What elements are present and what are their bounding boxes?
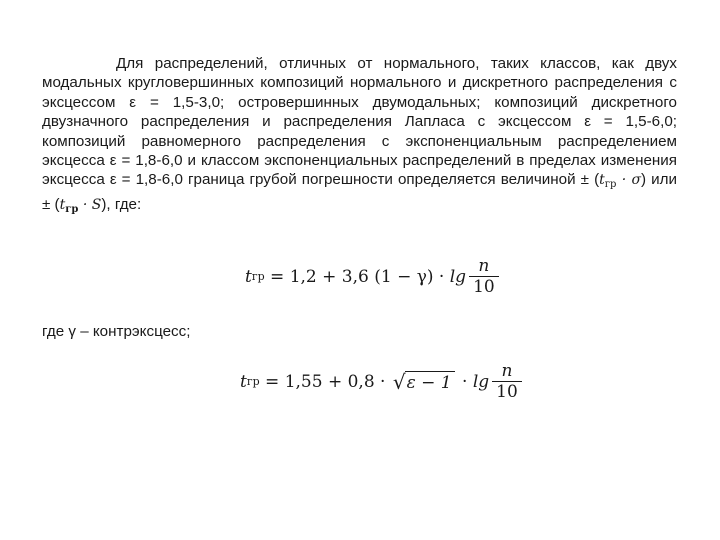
paragraph-text: Для распределений, отличных от нормального, таких классов, как двух модальных кругловершинных композиций нормального и дискретного распределения с эксцессом ε = 1,5-3,0; островершинных двумодальных; композиций дискретного двузначного распределения и распределения Лапласа с эксцессом ε = 1,5-6,0; композиций равномерного распределения с экспоненциальным распределением эксцесса ε = 1,8-6,0 и классом экспоненциальных распределений в пределах изменения эксцесса ε = 1,8-6,0 граница грубой погрешности определяется величиной ± ( bbox=[42, 55, 677, 189]
fraction bbox=[469, 257, 499, 296]
radicand: ε − 1 bbox=[405, 371, 455, 393]
fraction-numerator: n bbox=[478, 256, 490, 276]
fraction bbox=[492, 362, 522, 401]
t-gr-symbol-2 bbox=[60, 197, 102, 213]
fraction-denominator: 10 bbox=[469, 276, 499, 296]
formula-t-gr-2 bbox=[240, 362, 522, 401]
fraction-numerator: n bbox=[501, 361, 513, 381]
formula-rhs: = 1,2 + 3,6 (1 − γ) · bbox=[264, 266, 450, 287]
t-letter: t bbox=[59, 196, 66, 213]
t-subscript: гр bbox=[604, 179, 617, 191]
square-root bbox=[393, 371, 455, 393]
formula-lg: lg bbox=[472, 371, 490, 392]
fraction-denominator: 10 bbox=[492, 381, 522, 401]
formula-lg: lg bbox=[449, 266, 467, 287]
formula-multiply: · bbox=[456, 371, 473, 392]
formula-lhs-subscript: гр bbox=[246, 375, 260, 388]
formula-lhs: t bbox=[240, 371, 247, 392]
contra-excess-note: где γ – контрэксцесс; bbox=[42, 323, 191, 340]
paragraph-middle: ) или ± ( bbox=[42, 171, 677, 213]
t-letter: t bbox=[599, 172, 605, 189]
radical-sign-icon: √ bbox=[392, 369, 406, 394]
formula-rhs: = 1,55 + 0,8 · bbox=[259, 371, 391, 392]
t-gr-symbol-1 bbox=[599, 172, 642, 191]
sigma-term: · σ bbox=[616, 172, 642, 189]
formula-lhs: t bbox=[245, 266, 252, 287]
paragraph-end: ), где: bbox=[101, 195, 142, 213]
s-term: · S bbox=[78, 196, 102, 213]
formula-t-gr-1 bbox=[245, 257, 499, 296]
body-paragraph bbox=[42, 54, 677, 219]
formula-lhs-subscript: гр bbox=[251, 270, 265, 283]
t-subscript: гр bbox=[65, 203, 79, 215]
